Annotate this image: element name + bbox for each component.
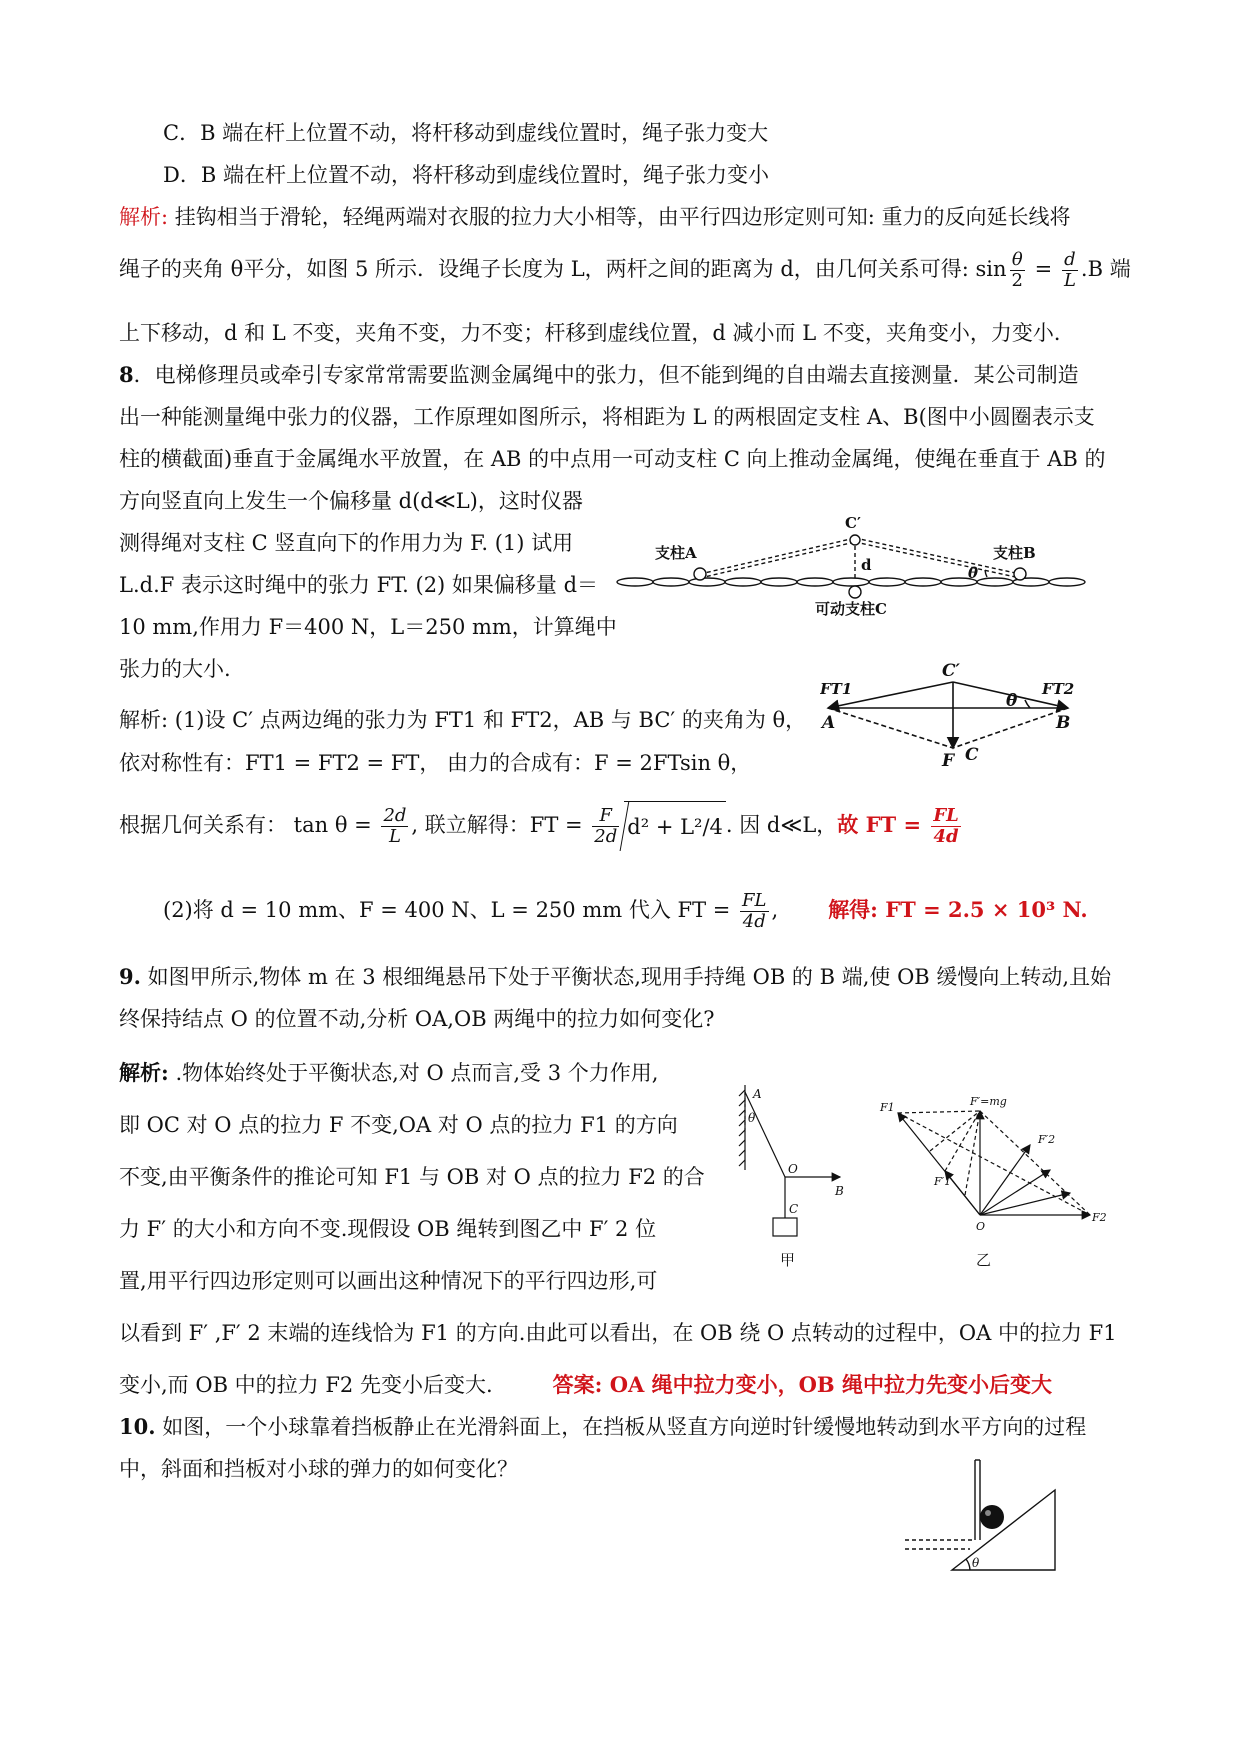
question-number: 10.	[119, 1414, 156, 1439]
label-f2: F2	[1092, 1211, 1107, 1224]
theta-over-2: $\frac{\theta}{2}$	[1011, 249, 1023, 291]
label-theta: θ	[748, 1111, 756, 1125]
figure-caption-jia: 甲	[780, 1251, 796, 1269]
label-c: C	[965, 745, 979, 765]
label-d: d	[861, 556, 872, 574]
incline	[952, 1490, 1055, 1570]
support-b-circle	[1014, 568, 1026, 580]
support-c-prime-circle	[850, 535, 860, 545]
q8-line1: 8．电梯修理员或牵引专家常常需要监测金属绳中的张力，但不能到绳的自由端去直接测量．某公司制造	[119, 362, 1079, 387]
label-c-prime: C′	[942, 661, 961, 681]
option-d: D．B 端在杆上位置不动，将杆移动到虚线位置时，绳子张力变小	[163, 163, 769, 187]
q9-line2: 终保持结点 O 的位置不动,分析 OA,OB 两绳中的拉力如何变化?	[119, 1007, 715, 1031]
rope-chain	[617, 578, 1085, 586]
option-c: C．B 端在杆上位置不动，将杆移动到虚线位置时，绳子张力变大	[163, 121, 769, 145]
frac-fl-over-4d: $\frac{FL}{4d}$	[933, 805, 959, 847]
label-support-b: 支柱B	[993, 544, 1036, 562]
label-theta: θ	[968, 564, 979, 582]
label-movable-c: 可动支柱C	[815, 600, 887, 618]
label-o: O	[976, 1220, 986, 1233]
q9-solution-line6: 以看到 F′ ,F′ 2 末端的连线恰为 F1 的方向.由此可以看出，在 OB 绕 O 点转动的过程中，OA 中的拉力 F1	[119, 1321, 1117, 1345]
q8-solution-line4: (2)将 d = 10 mm、F = 400 N、L = 250 mm 代入 FT = $\frac{FL}{4d}$ , 解得: FT = 2.5 × 10³ N.	[163, 890, 1088, 932]
frac-2d-over-l: $\frac{2d}{L}$	[383, 805, 407, 847]
question-number: 9.	[119, 964, 141, 989]
frac-fl-over-4d-2: $\frac{FL}{4d}$	[742, 890, 767, 932]
q7-solution-line3: 上下移动，d 和 L 不变，夹角不变，力不变；杆移到虚线位置，d 减小而 L 不变，夹角变小，力变小．	[119, 321, 1075, 345]
answer-label: 答案:	[552, 1372, 603, 1397]
label-ft2: FT2	[1042, 680, 1075, 698]
figure-yi	[870, 1085, 1120, 1270]
q7-solution-text1: 挂钩相当于滑轮，轻绳两端对衣服的拉力大小相等，由平行四边形定则可知: 重力的反向延长线将	[168, 205, 1071, 229]
label-c: C	[789, 1202, 799, 1216]
q7-solution-line2: 绳子的夹角 θ平分，如图 5 所示．设绳子长度为 L，两杆之间的距离为 d，由几何关系可得: sin $\frac{\theta}{2}$ = $\frac{d}{L}$ .B 端	[119, 249, 1131, 291]
q9-solution-line2: 即 OC 对 O 点的拉力 F 不变,OA 对 O 点的拉力 F1 的方向	[119, 1113, 678, 1137]
q7-solution-text2: 绳子的夹角 θ平分，如图 5 所示．设绳子长度为 L，两杆之间的距离为 d，由几何关系可得: sin	[119, 257, 1007, 281]
d-over-l: $\frac{d}{L}$	[1063, 249, 1076, 291]
label-f: F	[942, 751, 955, 770]
label-theta: θ	[1006, 691, 1018, 711]
q8-solution-line1: 解析: (1)设 C′ 点两边绳的张力为 FT1 和 FT2，AB 与 BC′ 的夹角为 θ，	[119, 708, 807, 732]
figure-jia	[735, 1080, 875, 1270]
support-c-circle	[849, 586, 861, 598]
figure-caption-yi: 乙	[976, 1251, 992, 1269]
label-o: O	[788, 1162, 798, 1176]
label-f-prime-mg: F′=mg	[970, 1095, 1007, 1108]
label-f1: F1	[880, 1101, 895, 1114]
ball	[980, 1505, 1004, 1529]
frac-f-over-2d: $\frac{F}{2d}$	[594, 805, 618, 847]
label-c-prime: C′	[845, 514, 861, 532]
q10-line1: 10. 如图，一个小球靠着挡板静止在光滑斜面上，在挡板从竖直方向逆时针缓慢地转动到水平方向的过程	[119, 1414, 1087, 1439]
solution-label: 解析:	[119, 1060, 169, 1085]
label-a: A	[753, 1087, 762, 1101]
q8-line5: 测得绳对支柱 C 竖直向下的作用力为 F. (1) 试用	[119, 531, 574, 555]
q9-solution-line4: 力 F′ 的大小和方向不变.现假设 OB 绳转到图乙中 F′ 2 位	[119, 1217, 657, 1241]
label-support-a: 支柱A	[655, 544, 697, 562]
sqrt-term: d² + L²/4	[624, 801, 726, 852]
q8-solution-line2: 依对称性有：FT1 = FT2 = FT， 由力的合成有：F = 2FTsin θ，	[119, 751, 752, 775]
rope-support-figure	[615, 510, 1095, 620]
force-diagram	[820, 660, 1080, 770]
solution-label: 解析:	[119, 205, 169, 229]
label-f1-prime: F′1	[934, 1175, 952, 1188]
q8-line4: 方向竖直向上发生一个偏移量 d(d≪L)，这时仪器	[119, 489, 583, 513]
q8-line8: 张力的大小.	[119, 657, 231, 681]
q9-solution-line1: 解析: .物体始终处于平衡状态,对 O 点而言,受 3 个力作用,	[119, 1060, 659, 1085]
q9-solution-line3: 不变,由平衡条件的推论可知 F1 与 OB 对 O 点的拉力 F2 的合	[119, 1165, 705, 1189]
support-a-circle	[694, 568, 706, 580]
answer-text: OA 绳中拉力变小，OB 绳中拉力先变小后变大	[602, 1372, 1052, 1397]
q8-line7: 10 mm,作用力 F＝400 N，L＝250 mm，计算绳中	[119, 615, 617, 639]
label-b: B	[835, 1184, 844, 1198]
label-b: B	[1056, 713, 1071, 733]
q8-line6: L.d.F 表示这时绳中的张力 FT. (2) 如果偏移量 d＝	[119, 573, 599, 597]
q8-line3: 柱的横截面)垂直于金属绳水平放置，在 AB 的中点用一可动支柱 C 向上推动金属绳，使绳在垂直于 AB 的	[119, 447, 1106, 471]
question-number: 8	[119, 362, 134, 387]
q9-line1: 9. 如图甲所示,物体 m 在 3 根细绳悬吊下处于平衡状态,现用手持绳 OB 的 B 端,使 OB 缓慢向上转动,且始	[119, 964, 1112, 989]
q7-solution-line1	[119, 202, 1071, 232]
q9-solution-line7: 变小,而 OB 中的拉力 F2 先变小后变大. 答案: OA 绳中拉力变小，OB 绳中拉力先变小后变大	[119, 1372, 1052, 1397]
label-a: A	[822, 713, 836, 733]
q9-solution-line5: 置,用平行四边形定则可以画出这种情况下的平行四边形,可	[119, 1269, 658, 1293]
label-ft1: FT1	[820, 680, 853, 698]
final-answer: 解得: FT = 2.5 × 10³ N.	[828, 897, 1088, 922]
q8-solution-line3: 根据几何关系有： tan θ = $\frac{2d}{L}$ , 联立解得：FT = $\frac{F}{2d}$ d² + L²/4 . 因 d≪L，故 FT = $\frac{FL}{4d}$	[119, 800, 964, 852]
incline-figure	[900, 1455, 1080, 1580]
q8-line2: 出一种能测量绳中张力的仪器，工作原理如图所示，将相距为 L 的两根固定支柱 A、B(图中小圆圈表示支	[119, 405, 1095, 429]
label-theta: θ	[972, 1556, 980, 1570]
result-label: 故 FT =	[837, 812, 929, 837]
label-f2-prime: F′2	[1038, 1133, 1056, 1146]
q10-line2: 中，斜面和挡板对小球的弹力的如何变化？	[119, 1457, 518, 1481]
